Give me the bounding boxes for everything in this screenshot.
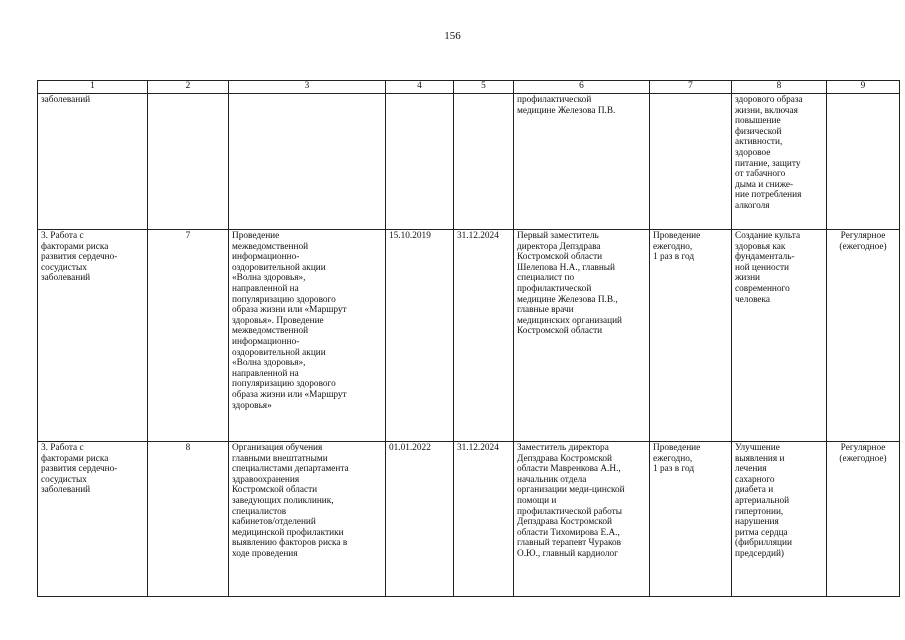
cell-text: Регулярное (ежегодное) [839, 231, 887, 252]
cell-text: 7 [185, 231, 191, 241]
cell-number [148, 94, 229, 230]
page-number: 156 [444, 30, 461, 42]
cell-text: Проведение ежегодно, 1 раз в год [653, 231, 701, 263]
cell-text: здорового образа жизни, включая повышение физической активности, здоровое питание, защиту от табачного дыма и сниже- ние потребления алкоголя [735, 95, 803, 211]
cell-start-date [386, 94, 454, 230]
cell-periodicity [650, 94, 732, 230]
table-row [38, 230, 900, 442]
cell-task [38, 230, 148, 442]
cell-number [148, 442, 229, 597]
cell-periodicity [650, 230, 732, 442]
cell-text: Заместитель директора Депздрава Костромской области Мавренкова А.Н., начальник отдела организации меди-цинской помощи и профилактической работы Депздрава Костромской области Тихомирова Е.А., главный терапевт Чураков О.Ю., главный кардиолог [517, 443, 625, 559]
cell-task [38, 94, 148, 230]
cell-measure [229, 230, 386, 442]
cell-result [732, 94, 827, 230]
cell-text: 3. Работа с факторами риска развития сердечно- сосудистых заболеваний [41, 443, 118, 496]
cell-responsible [514, 442, 650, 597]
cell-result [732, 230, 827, 442]
column-header: 9 [827, 81, 900, 94]
cell-measure [229, 94, 386, 230]
cell-text: Организация обучения главными внештатными специалистами департамента здравоохранения Костромской области заведующих поликлиник, специалистов кабинетов/отделений медицинской профилактики выявлению факторов риска в ходе проведения [232, 443, 349, 559]
cell-type [827, 442, 900, 597]
cell-text: 01.01.2022 [389, 443, 431, 453]
cell-text: заболеваний [41, 95, 91, 105]
cell-text: Проведение межведомственной информационно- оздоровительной акции «Волна здоровья», направленной на популяризацию здорового образа жизни или «Маршрут здоровья». Проведение межведомственной информационно- оздоровительной акции «Волна здоровья», направленной на популяризацию здорового образа жизни или «Маршрут здоровья» [232, 231, 347, 411]
cell-text: Проведение ежегодно, 1 раз в год [653, 443, 701, 475]
measures-table [37, 80, 900, 597]
cell-start-date [386, 442, 454, 597]
cell-end-date [454, 442, 514, 597]
column-header: 1 [38, 81, 148, 94]
cell-result [732, 442, 827, 597]
cell-text: профилактической медицине Железова П.В. [517, 95, 616, 116]
table-row [38, 442, 900, 597]
cell-text: 31.12.2024 [457, 443, 499, 453]
cell-end-date [454, 230, 514, 442]
cell-type [827, 230, 900, 442]
table-row [38, 94, 900, 230]
column-header: 2 [148, 81, 229, 94]
cell-start-date [386, 230, 454, 442]
cell-measure [229, 442, 386, 597]
column-header: 7 [650, 81, 732, 94]
cell-responsible [514, 94, 650, 230]
column-header: 4 [386, 81, 454, 94]
cell-task [38, 442, 148, 597]
cell-type [827, 94, 900, 230]
cell-text: Регулярное (ежегодное) [839, 443, 887, 464]
cell-text: 15.10.2019 [389, 231, 431, 241]
table-header-row [38, 81, 900, 94]
cell-periodicity [650, 442, 732, 597]
cell-text: Создание культа здоровья как фундаменталь- ной ценности жизни современного человека [735, 231, 801, 305]
column-header: 5 [454, 81, 514, 94]
cell-text: 3. Работа с факторами риска развития сердечно- сосудистых заболеваний [41, 231, 118, 284]
cell-text: Первый заместитель директора Депздрава Костромской области Шелепова Н.А., главный специалист по профилактической медицине Железова П.В., главные врачи медицинских организаций Костромской области [517, 231, 623, 337]
cell-number [148, 230, 229, 442]
column-header: 3 [229, 81, 386, 94]
cell-text: Улучшение выявления и лечения сахарного диабета и артериальной гипертонии, нарушения ритма сердца (фибрилляции предсердий) [735, 443, 792, 559]
column-header: 6 [514, 81, 650, 94]
cell-text: 31.12.2024 [457, 231, 499, 241]
cell-text: 8 [185, 443, 191, 453]
column-header: 8 [732, 81, 827, 94]
cell-responsible [514, 230, 650, 442]
cell-end-date [454, 94, 514, 230]
